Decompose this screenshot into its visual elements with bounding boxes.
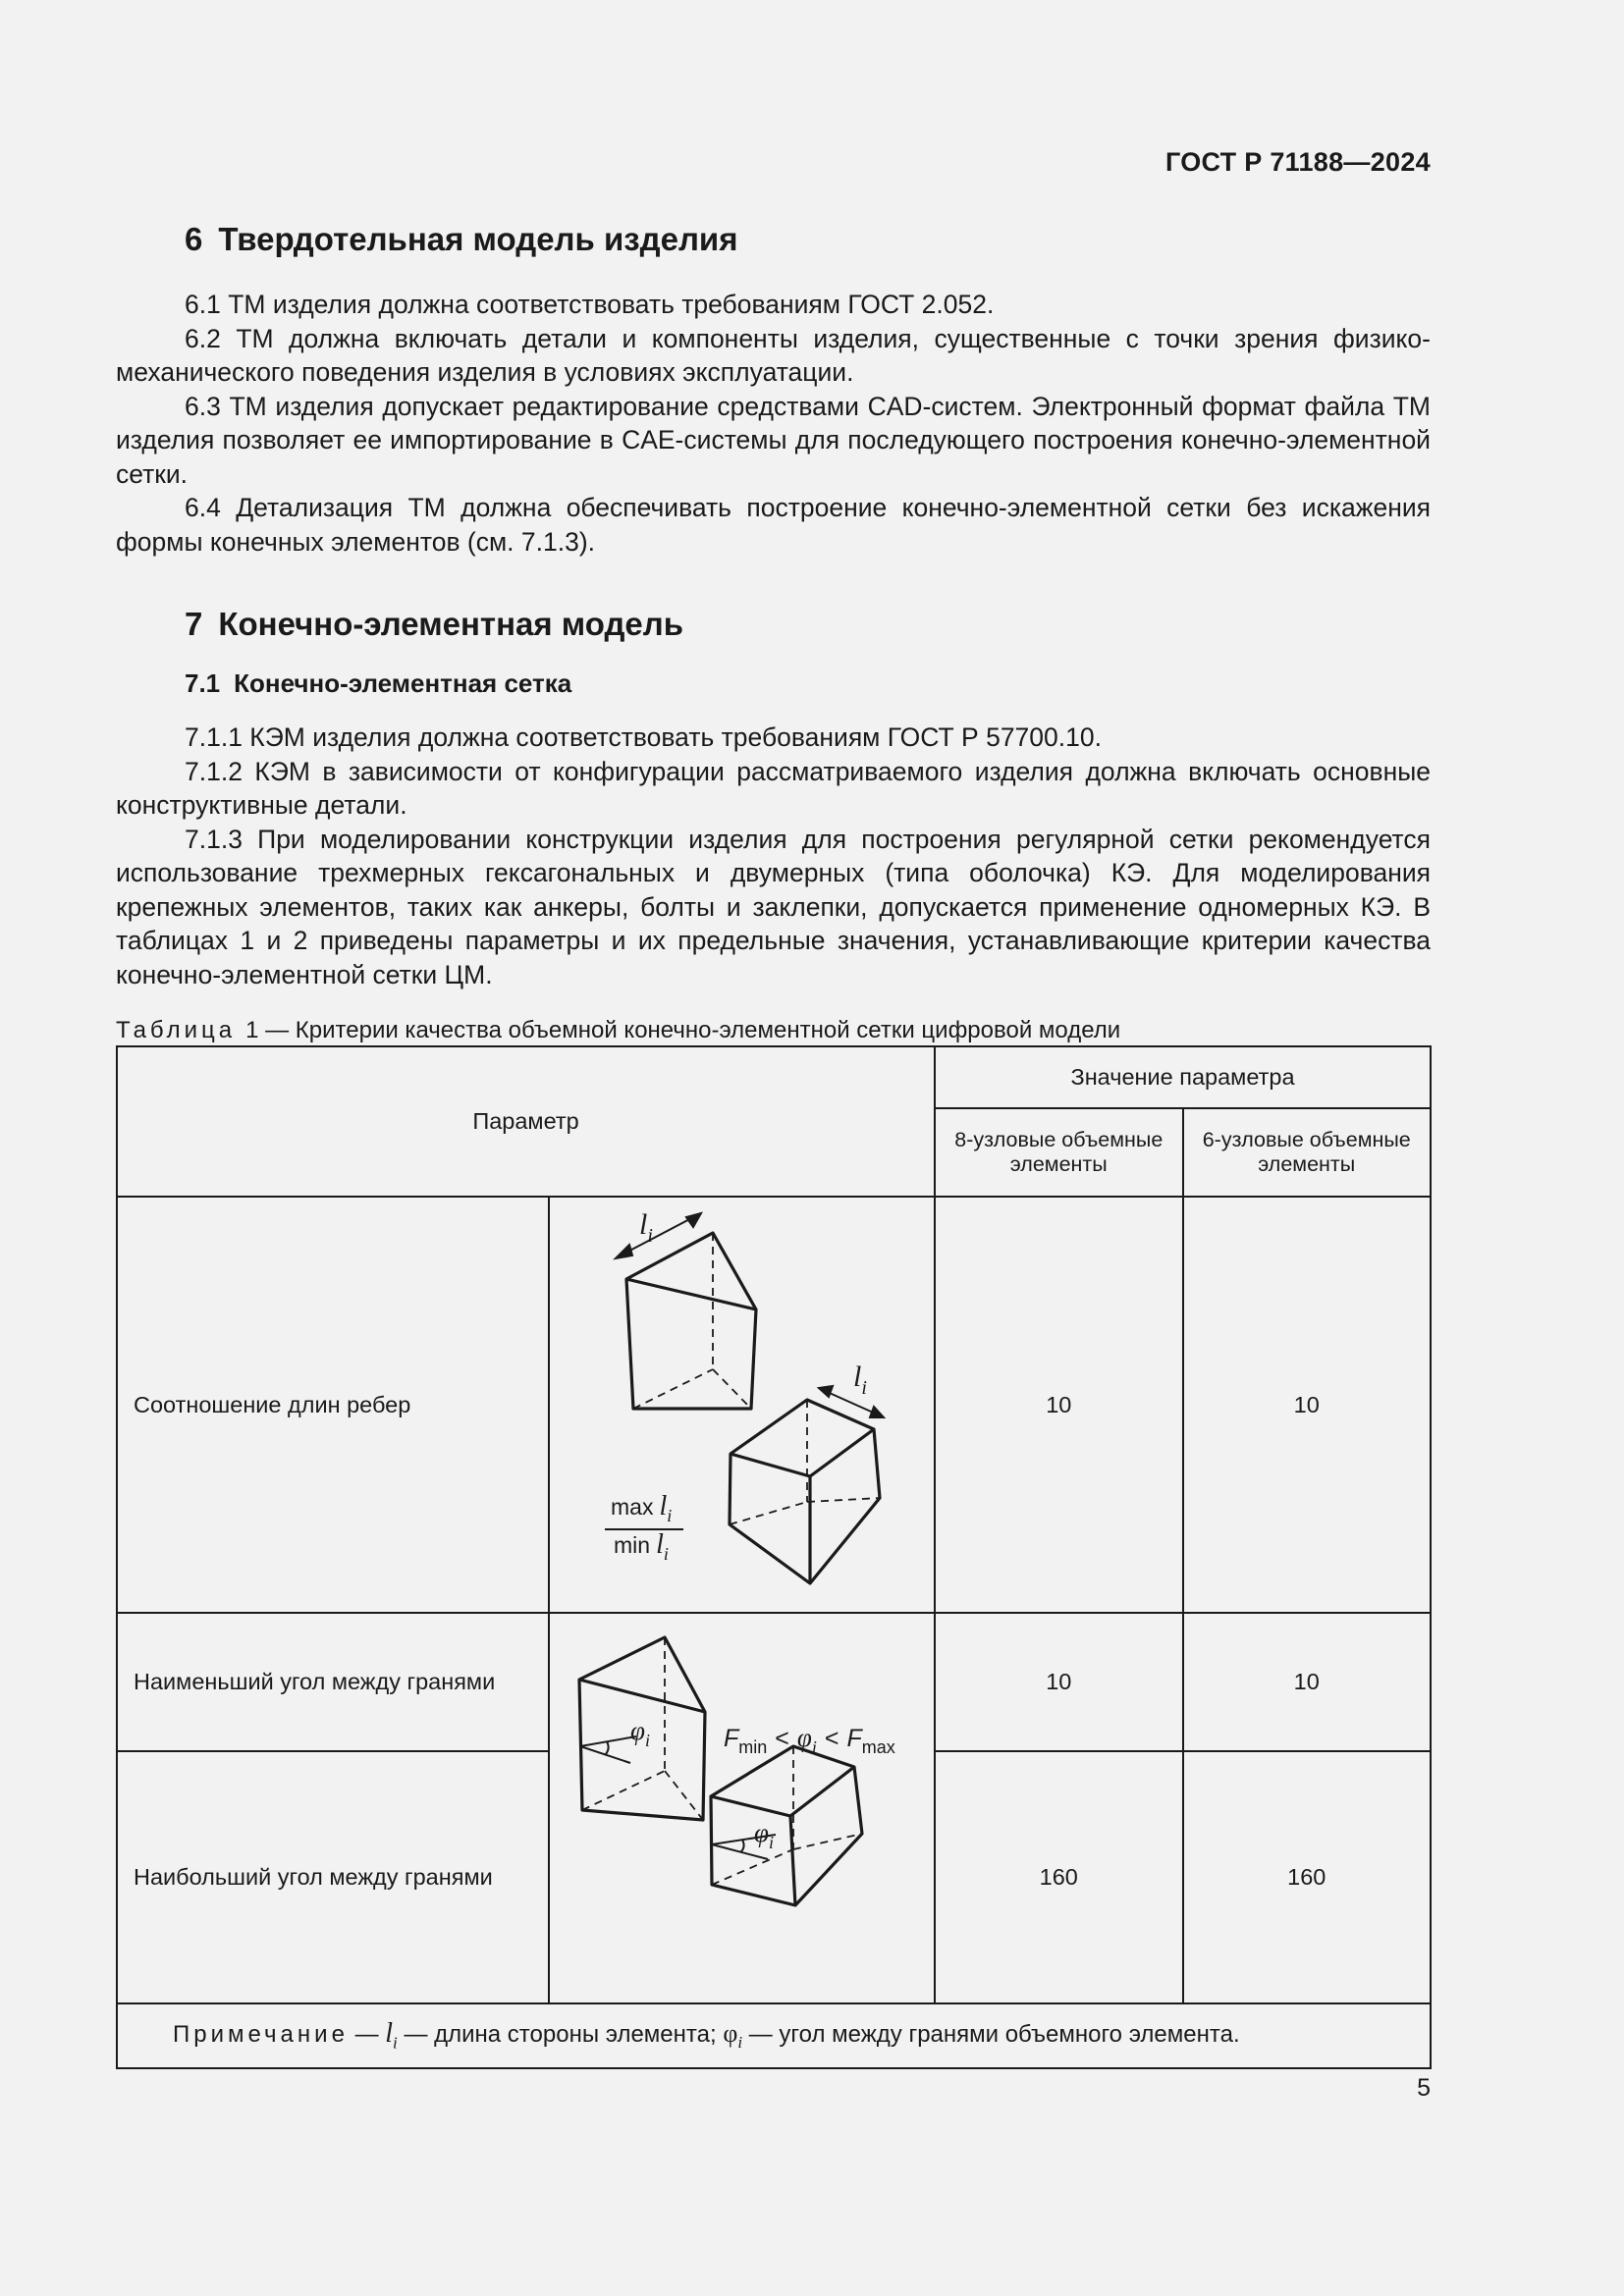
document-code: ГОСТ Р 71188—2024 (1164, 147, 1431, 177)
header-param-label: Параметр (472, 1108, 579, 1134)
angle-hex-outline (711, 1746, 862, 1905)
paragraph-6-1: 6.1 ТМ изделия должна соответствовать требованиям ГОСТ 2.052. (185, 290, 995, 319)
hex-edge-2 (810, 1429, 874, 1476)
edge-ratio-figure-cell (549, 1197, 935, 1613)
edge-arrow-2-head-b (870, 1407, 884, 1417)
table-note (117, 2003, 1431, 2068)
hexahedron-outline (730, 1400, 880, 1583)
table-row-2-v6: 10 (1183, 1613, 1432, 1751)
edge-arrow-1-head-a (616, 1245, 632, 1258)
angle-inequality: $F_{min} < \varphi_i < F_{max}$ (724, 1723, 895, 1757)
angle-prism-top-edge (579, 1680, 705, 1712)
header-value (935, 1046, 1431, 1108)
angle-figure (550, 1614, 934, 1997)
table-row-2-v8: 10 (935, 1613, 1182, 1751)
header-8node (935, 1108, 1182, 1197)
table-row-2-name: Наименьший угол между гранями (117, 1613, 549, 1751)
edge-arrow-2-head-a (819, 1386, 833, 1397)
paragraph-7-1-2: 7.1.2 КЭМ в зависимости от конфигурации рассматриваемого изделия должна включать основные конструктивные детали. (116, 756, 1431, 820)
paragraph-6-2: 6.2 ТМ должна включать детали и компоненты изделия, существенные с точки зрения физико-механического поведения изделия в условиях эксплуатации. (116, 323, 1431, 387)
angle-2-arc (740, 1840, 744, 1852)
ratio-numerator: $\max l_i$ (611, 1491, 673, 1525)
hex-edge-1 (731, 1454, 810, 1476)
angle-prism-hidden-2 (582, 1771, 665, 1810)
edge-arrow-1-head-b (686, 1213, 701, 1227)
edge-label-2: $l_i$ (853, 1361, 867, 1399)
prism-outline (626, 1233, 756, 1409)
table-caption (116, 1017, 1431, 1044)
header-param (117, 1046, 935, 1197)
table-note-label: Примечание (173, 2021, 349, 2049)
table-note-text-b: — угол между гранями объемного элемента. (742, 2021, 1240, 2049)
prism-hidden-edge-2 (633, 1369, 713, 1409)
table-note-text-a: — длина стороны элемента; (397, 2021, 724, 2049)
prism-top-edge (626, 1279, 756, 1309)
paragraph-6-4: 6.4 Детализация ТМ должна обеспечивать построение конечно-элементной сетки без искажения формы конечных элементов (см. 7.1.3). (116, 493, 1431, 557)
prism-hidden-edge-3 (713, 1369, 751, 1409)
quality-criteria-table (116, 1045, 1432, 2069)
subsection-7-1-title: Конечно-элементная сетка (234, 668, 572, 698)
table-caption-label: Таблица (116, 1017, 237, 1043)
table-note-edge-symbol: $l_i$ (385, 2018, 398, 2053)
paragraph-6-3: 6.3 ТМ изделия допускает редактирование средствами CAD-систем. Электронный формат файла ТМ изделия позволяет ее импортирование в CAE-системы для последующего построения конечно-элементной сетки. (116, 391, 1431, 489)
ratio-denominator: $\min l_i$ (614, 1529, 669, 1564)
page-body (116, 221, 1431, 1044)
table-row-1-v6: 10 (1183, 1197, 1432, 1613)
section-7-number: 7 (185, 606, 203, 642)
table-note-dash: — (348, 2021, 386, 2049)
header-8node-label: 8-узловые объемные элементы (954, 1128, 1164, 1176)
page-number: 5 (1417, 2074, 1431, 2102)
header-6node (1183, 1108, 1432, 1197)
table-caption-text: 1 — Критерии качества объемной конечно-элементной сетки цифровой модели (245, 1017, 1121, 1043)
table-note-angle-symbol: $\varphi_i$ (723, 2019, 743, 2053)
header-6node-label: 6-узловые объемные элементы (1202, 1128, 1411, 1176)
angle-figure-cell (549, 1613, 935, 2003)
table-row-3-name: Наибольший угол между гранями (117, 1751, 549, 2003)
subsection-7-1-heading (116, 668, 1431, 699)
edge-ratio-figure (550, 1198, 934, 1606)
angle-1-arc (605, 1741, 609, 1755)
header-value-label: Значение параметра (1070, 1064, 1295, 1090)
table-row-3-v6: 160 (1183, 1751, 1432, 2003)
angle-hex-edge-2 (790, 1767, 854, 1816)
angle-label-1: $\varphi_i$ (630, 1716, 650, 1750)
table-row-1-v8: 10 (935, 1197, 1182, 1613)
edge-label-1: $l_i$ (639, 1208, 653, 1247)
subsection-7-1-number: 7.1 (185, 668, 221, 698)
section-6-heading (116, 221, 1431, 258)
angle-prism-hidden-3 (665, 1771, 703, 1820)
hex-hidden-edge-2 (730, 1502, 807, 1524)
angle-hex-edge-1 (711, 1796, 790, 1816)
paragraph-7-1-3: 7.1.3 При моделировании конструкции изделия для построения регулярной сетки рекомендуется использование трехмерных гексагональных и двумерных (типа оболочка) КЭ. Для моделирования крепежных элементов, таких как анкеры, болты и заклепки, допускается применение одномерных КЭ. В таблицах 1 и 2 приведены параметры и их предельные значения, устанавливающие критерии качества конечно-элементной сетки ЦМ. (116, 824, 1431, 989)
hex-hidden-edge-3 (807, 1498, 880, 1502)
paragraph-7-1-1: 7.1.1 КЭМ изделия должна соответствовать требованиям ГОСТ Р 57700.10. (185, 722, 1102, 752)
section-7-title: Конечно-элементная модель (218, 606, 684, 642)
section-6-title: Твердотельная модель изделия (218, 221, 738, 257)
angle-label-2: $\varphi_i$ (754, 1818, 774, 1852)
table-row-1-name: Соотношение длин ребер (117, 1197, 549, 1613)
section-6-number: 6 (185, 221, 203, 257)
section-7-heading (116, 606, 1431, 643)
table-row-3-v8: 160 (935, 1751, 1182, 2003)
